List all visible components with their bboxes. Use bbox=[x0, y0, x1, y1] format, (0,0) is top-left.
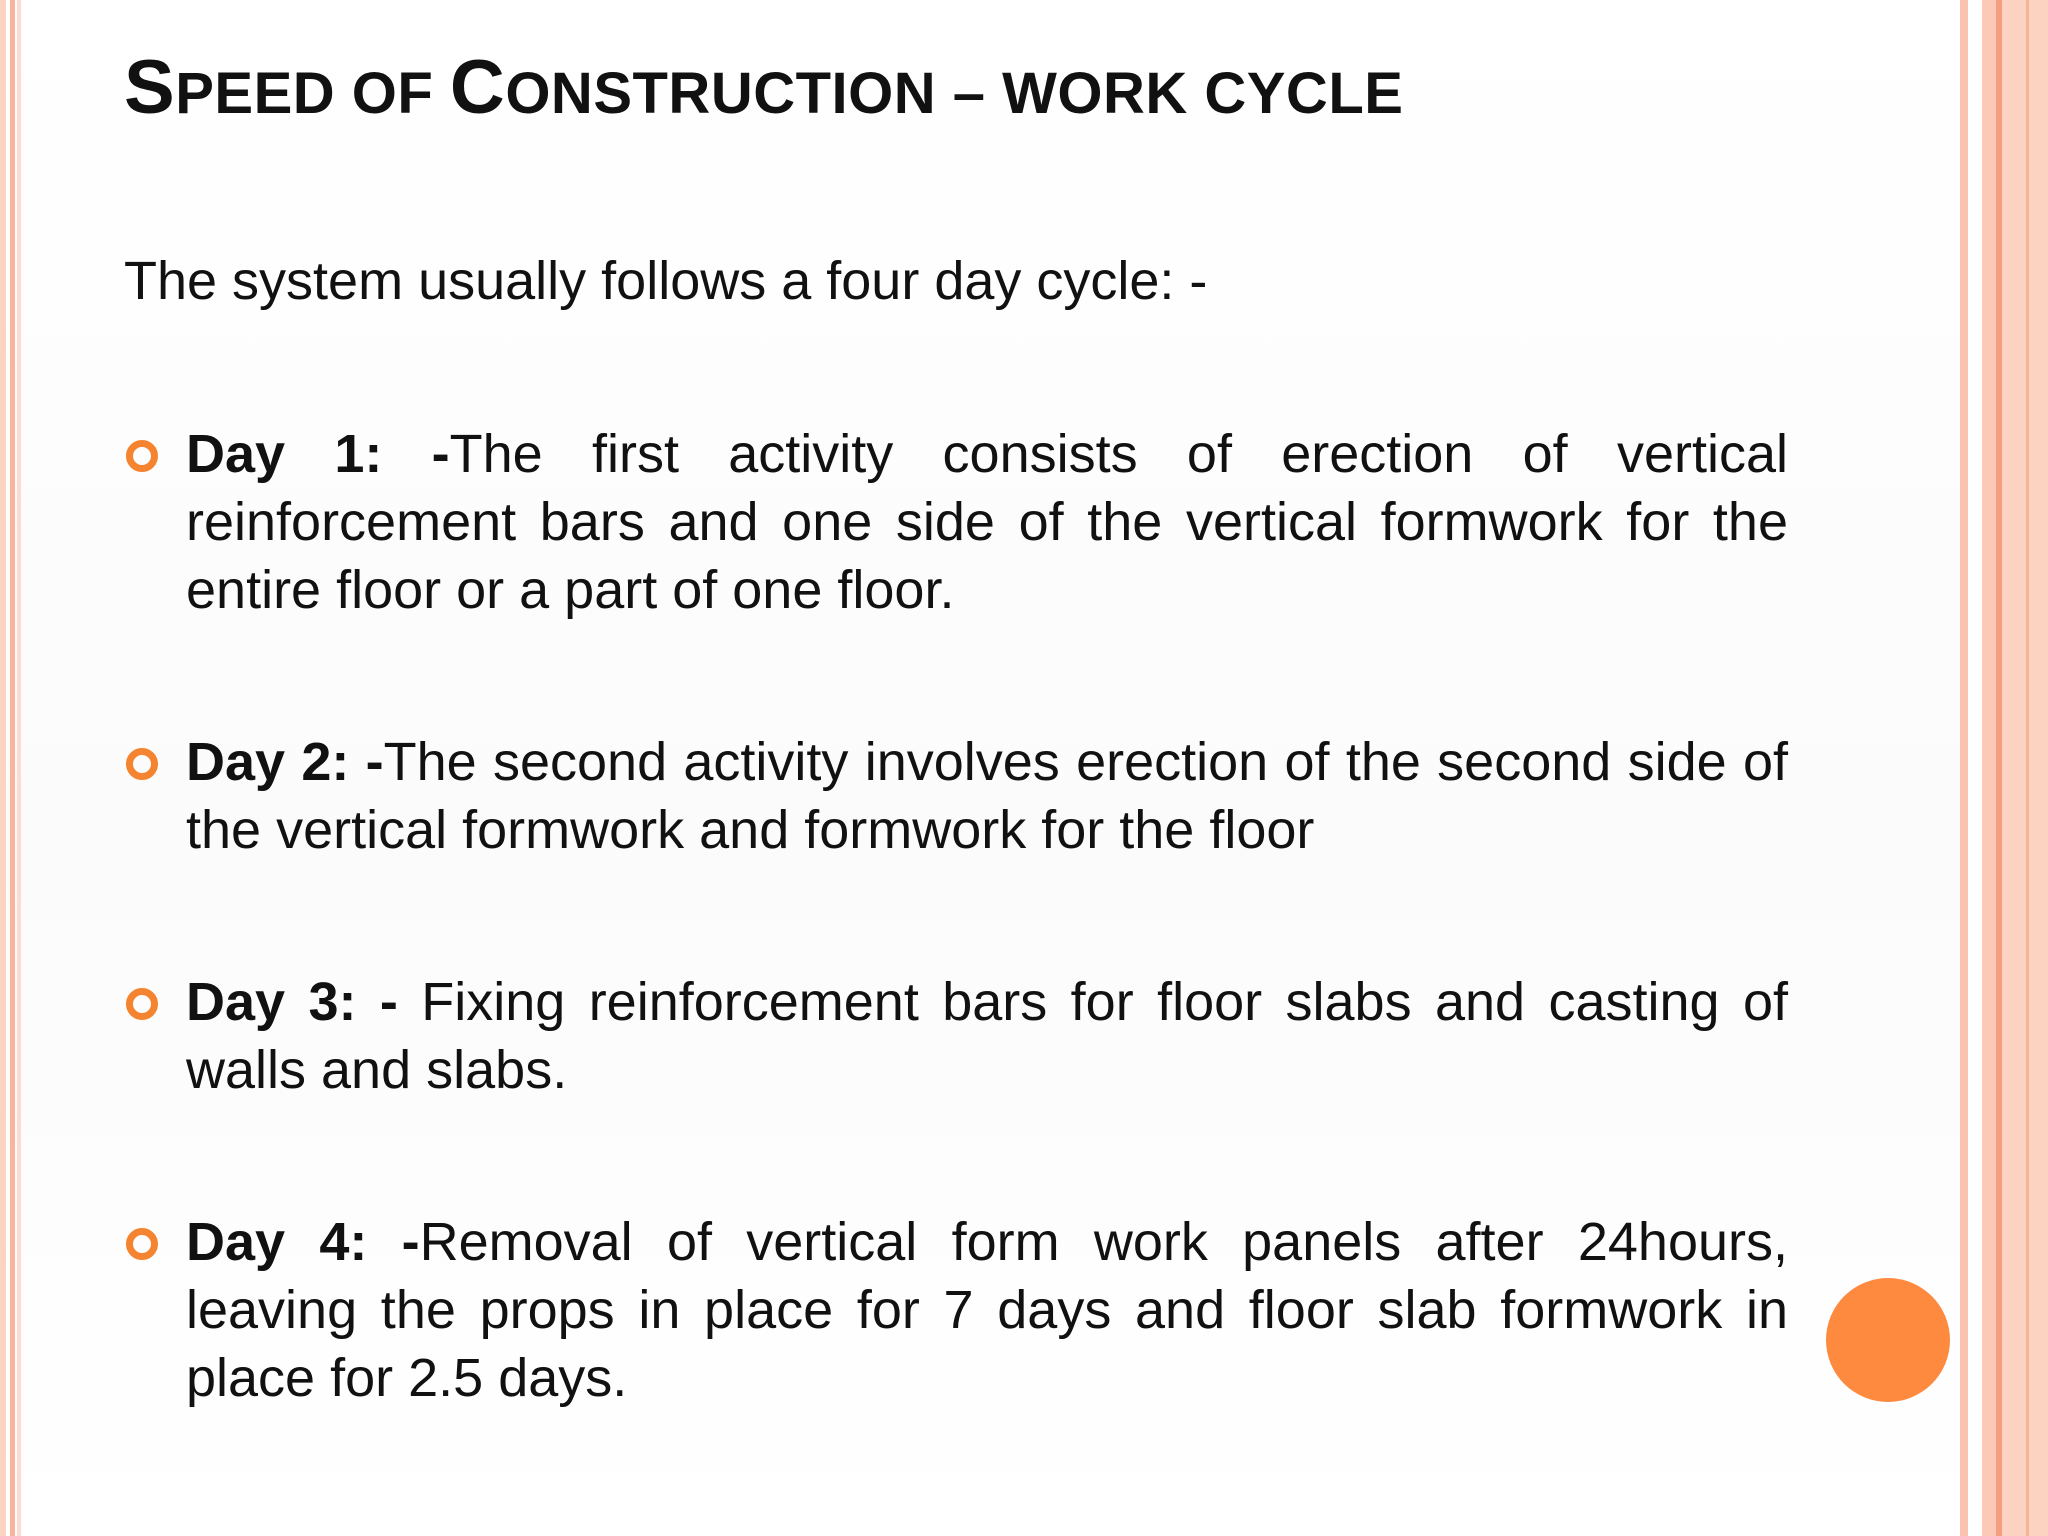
right-border-stripe bbox=[2002, 0, 2048, 1536]
right-border-gap bbox=[1968, 0, 1982, 1536]
orange-circle-decoration bbox=[1826, 1278, 1950, 1402]
bullet-label: Day 4: - bbox=[186, 1212, 420, 1272]
bullet-label: Day 3: - bbox=[186, 972, 398, 1032]
bullet-text: Fixing reinforcement bars for floor slabs and casting of walls and slabs. bbox=[186, 972, 1788, 1100]
bullet-day-4 bbox=[124, 1208, 1788, 1412]
left-border-stripe bbox=[17, 0, 21, 1536]
ring-bullet-icon bbox=[126, 748, 158, 780]
bullet-day-1 bbox=[124, 420, 1788, 624]
slide-title bbox=[124, 44, 1403, 131]
right-border-stripe bbox=[1982, 0, 1996, 1536]
bullet-text: The second activity involves erection of the second side of the vertical formwork and formwork for the floor bbox=[186, 732, 1788, 860]
intro-text: The system usually follows a four day cycle: - bbox=[124, 251, 1208, 311]
bullet-day-2 bbox=[124, 728, 1788, 864]
title-initial: C bbox=[449, 45, 506, 130]
left-border-stripe bbox=[10, 0, 15, 1536]
right-border-stripe bbox=[2026, 0, 2029, 1536]
bullet-text: The first activity consists of erection of vertical reinforcement bars and one side of the vertical formwork for the entire floor or a part of one floor. bbox=[186, 424, 1788, 620]
title-text: PEED OF bbox=[175, 61, 450, 126]
bullet-label: Day 2: - bbox=[186, 732, 384, 792]
title-text: ONSTRUCTION – WORK CYCLE bbox=[505, 61, 1404, 126]
left-border-stripe bbox=[0, 0, 6, 1536]
bullet-list bbox=[124, 420, 1788, 1412]
ring-bullet-icon bbox=[126, 1228, 158, 1260]
title-initial: S bbox=[124, 45, 176, 130]
ring-bullet-icon bbox=[126, 988, 158, 1020]
ring-bullet-icon bbox=[126, 440, 158, 472]
bullet-label: Day 1: - bbox=[186, 424, 450, 484]
bullet-text: Removal of vertical form work panels after 24hours, leaving the props in place for 7 days and floor slab formwork in place for 2.5 days. bbox=[186, 1212, 1788, 1408]
bullet-day-3 bbox=[124, 968, 1788, 1104]
right-border-stripe bbox=[1960, 0, 1968, 1536]
